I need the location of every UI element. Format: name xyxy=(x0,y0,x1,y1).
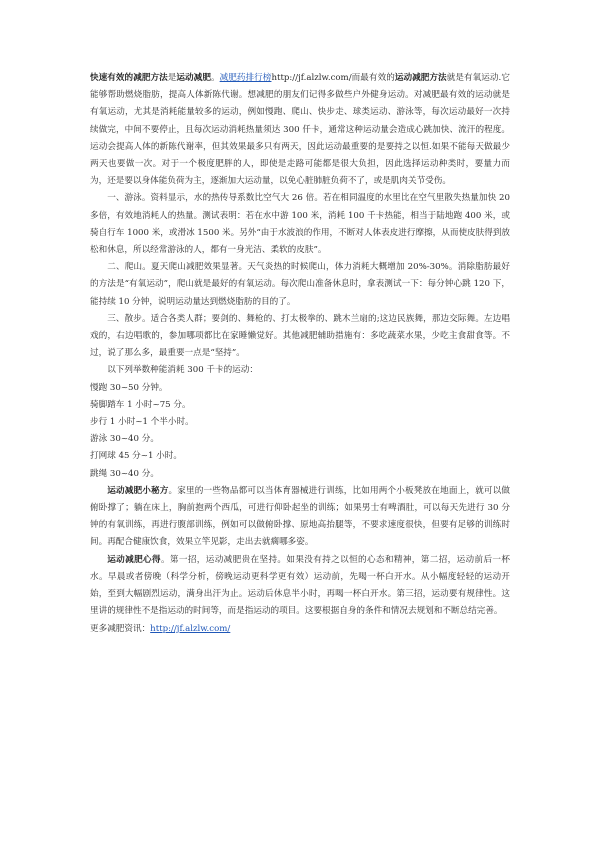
intro-rest: 就是有氧运动.它能够帮助燃烧脂肪，提高人体新陈代谢。想减肥的朋友们记得多做些户外健身运动。对减肥最有效的运动就是有氧运动，尤其是消耗能量较多的运动，例如慢跑、爬山、快步走、球类运动、游泳等，每次运动最好一次持续做完，中间不要停止，且每次运动消耗热量须达 300 仟卡，通常这种运动量会造成心跳加快、流汗的程度。运动会提高人体的新陈代谢率，但其效果最多只有两天，因此运动最重要的是要持之以恒.如果不能每天做最少两天也要做一次。对于一个极度肥胖的人，即使是走路可能都是很大负担，因此选择运动种类时，要量力而为，还是要以身体能负荷为主，逐渐加大运动量，以免心脏肺脏负荷不了，或是肌肉关节受伤。 xyxy=(90,73,510,187)
tips-text: 。家里的一些物品都可以当体育器械进行训练，比如用两个小板凳放在地面上，就可以做俯卧撑了；躺在床上，胸前抱两个西瓜，可进行仰卧起坐的训练；如果男士有啤酒肚，可以每天先进行 30 分钟的有氧训练，再进行腹部训练，例如可以做俯卧撑、原地高抬腿等，不要求速度很快，但要有足够的训练时间。再配合健康饮食，效果立竿见影，走出去就瘸哪多姿。 xyxy=(90,485,510,548)
experience-title: 运动减肥心得 xyxy=(107,554,161,565)
tips-title: 运动减肥小秘方 xyxy=(107,485,169,496)
experience-paragraph xyxy=(90,552,510,621)
activity-item: 骑脚踏车 1 小时~75 分。 xyxy=(90,399,191,410)
intro-title: 快速有效的减肥方法 xyxy=(90,73,168,83)
activities-header: 以下列举数种能消耗 300 千卡的运动： xyxy=(107,365,258,376)
footer-line xyxy=(90,621,510,638)
tips-paragraph xyxy=(90,483,510,552)
activities-list xyxy=(90,380,510,483)
ranking-link[interactable]: 减肥药排行榜 xyxy=(219,73,272,83)
section-climb: 二、爬山。夏天爬山减肥效果显著。天气炎热的时候爬山，体力消耗大概增加 20%-30%。消除脂肪最好的方法是“有氧运动”，爬山就是最好的有氧运动。每次爬山准备休息时，拿表测试一下：每分钟心跳 120 下，能持续 10 分钟，说明运动量达到燃烧脂肪的目的了。 xyxy=(90,262,510,307)
activity-item: 跳绳 30~40 分。 xyxy=(90,468,159,479)
intro-paragraph xyxy=(90,70,510,190)
activity-item: 游泳 30~40 分。 xyxy=(90,434,159,445)
activity-item: 慢跑 30~50 分钟。 xyxy=(90,382,168,393)
section-swim: 一、游泳。资料显示，水的热传导系数比空气大 26 倍。若在相同温度的水里比在空气里散失热量加快 20 多倍，有效地消耗人的热量。测试表明：若在水中游 100 米，消耗 100 千卡热能，相当于陆地跑 400 米，或骑自行车 1000 米，或滑冰 1500 米。另外“由于水波浪的作用，不断对人体表皮进行摩擦，从而使皮肤得到放松和休息，所以经常游泳的人，都有一身光洁、柔软的皮肤”。 xyxy=(90,193,511,256)
intro-is: 是 xyxy=(167,73,177,83)
intro-topic: 运动减肥 xyxy=(176,73,211,83)
intro-url: http://jf.alzlw.com/ xyxy=(271,73,352,83)
footer-link[interactable]: http://jf.alzlw.com/ xyxy=(150,623,231,634)
activity-item: 步行 1 小时~1 个半小时。 xyxy=(90,417,194,428)
intro-method: 运动减肥方法 xyxy=(394,73,447,83)
experience-text: 。第一招，运动减肥贵在坚持。如果没有持之以恒的心态和精神，第二招，运动前后一杯水。早晨或者傍晚（科学分析，傍晚运动更科学更有效）运动前，先喝一杯白开水。从小幅度轻轻的运动开始，至到大幅剧烈运动，满身出汗为止。运动后休息半小时，再喝一杯白开水。第三招，运动要有规律性。这里讲的规律性不是指运动的时间等，而是指运动的项目。这要根据自身的条件和情况去规划和不断总结完善。 xyxy=(90,554,510,617)
section-walk: 三、散步。适合各类人群；要剑的、舞枪的、打太极拳的、跳木兰扇的;这边民族舞，那边交际舞。左边唱戏的，右边唱歌的，参加哪项都比在家睡懒觉好。其他减肥辅助措施有：多吃蔬菜水果，少吃主食甜食等。不过，说了那么多，最重要一点是“坚持”。 xyxy=(90,313,510,359)
intro-after-url: 而最有效的 xyxy=(351,73,395,83)
intro-punct: 。 xyxy=(210,73,220,83)
activity-item: 打网球 45 分~1 小时。 xyxy=(90,451,182,462)
article xyxy=(90,70,510,638)
footer-label: 更多减肥资讯： xyxy=(90,623,151,634)
